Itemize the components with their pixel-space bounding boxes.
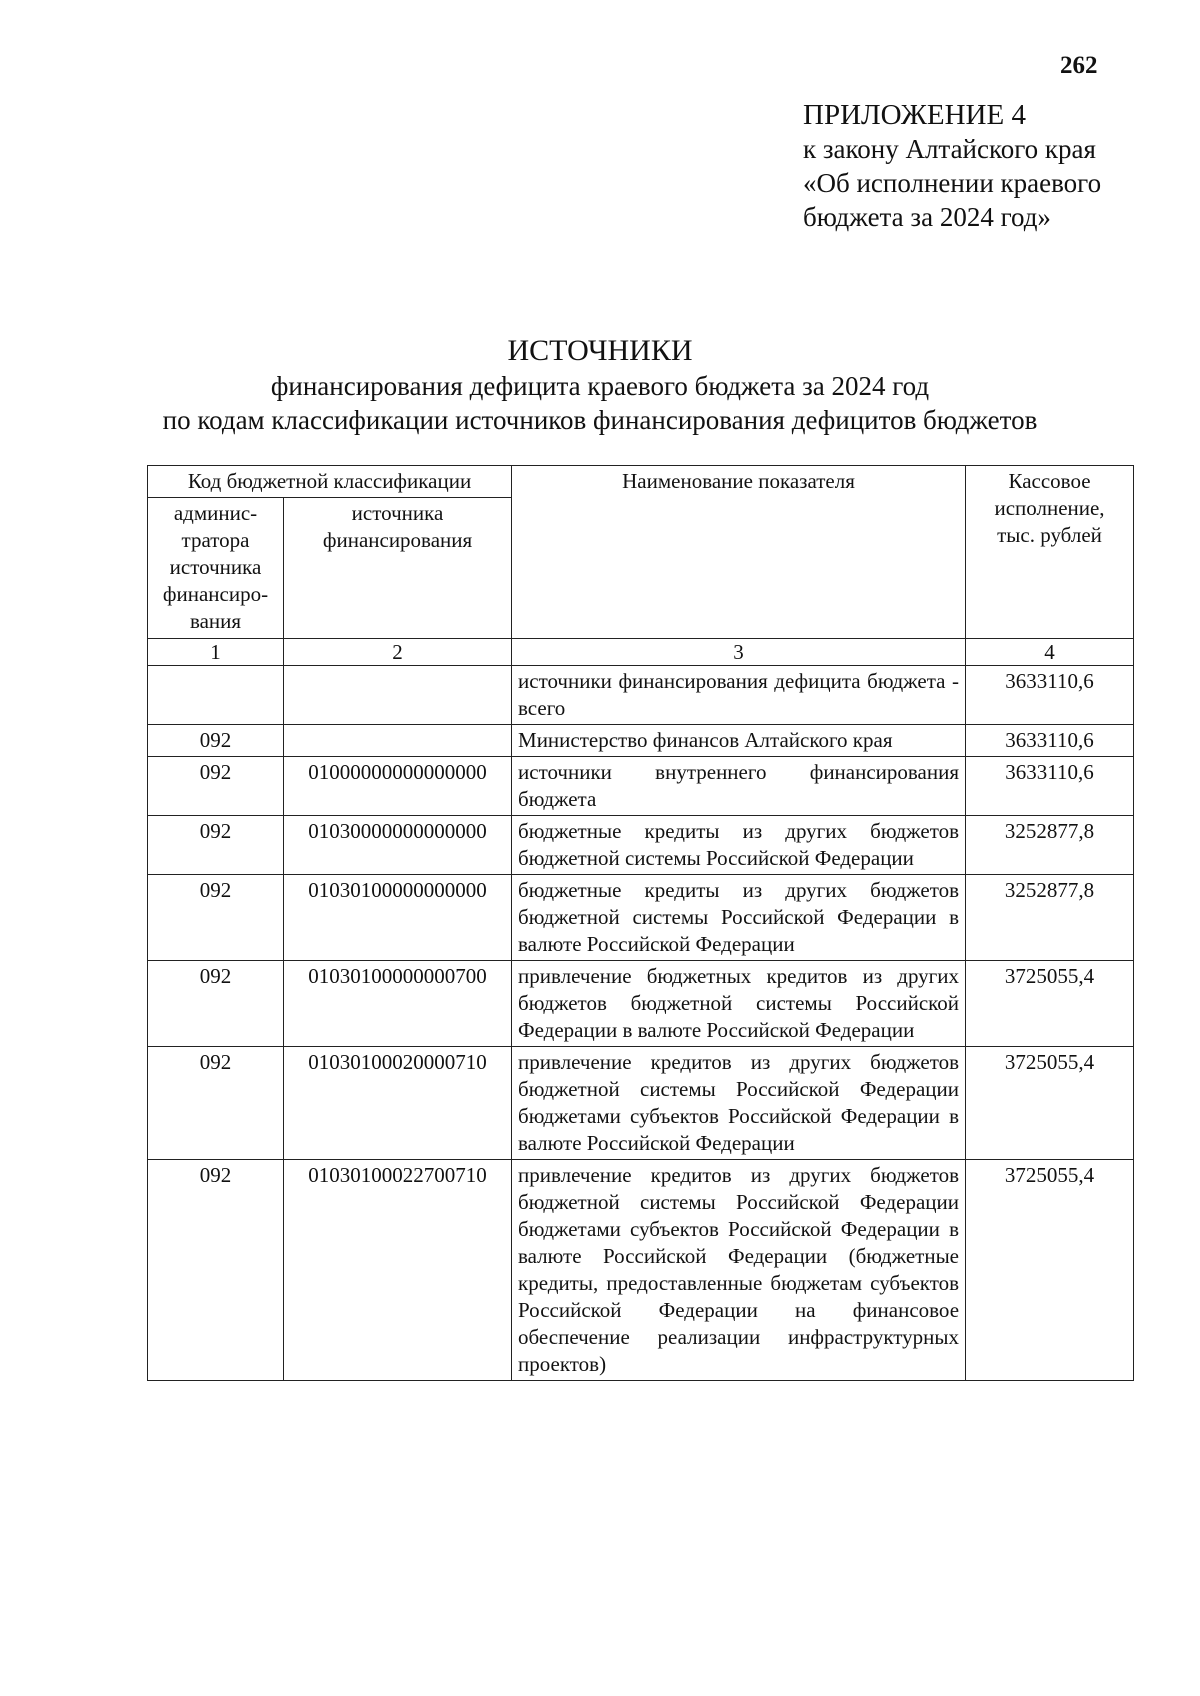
admin-code-cell — [148, 666, 284, 725]
admin-code-cell: 092 — [148, 1160, 284, 1381]
financing-sources-table — [147, 465, 1134, 1381]
column-number: 1 — [148, 639, 284, 666]
admin-code-cell: 092 — [148, 961, 284, 1047]
table-row — [148, 757, 1134, 816]
header-code-group: Код бюджетной классификации — [148, 466, 512, 498]
table-row — [148, 1047, 1134, 1160]
appendix-block — [803, 98, 1183, 234]
admin-code-cell: 092 — [148, 816, 284, 875]
appendix-title: ПРИЛОЖЕНИЕ 4 — [803, 99, 1026, 131]
table-row — [148, 961, 1134, 1047]
source-code-cell — [284, 666, 512, 725]
amount-cell: 3252877,8 — [966, 875, 1134, 961]
column-number: 3 — [512, 639, 966, 666]
source-code-cell: 01030000000000000 — [284, 816, 512, 875]
admin-code-cell: 092 — [148, 757, 284, 816]
header-row-1 — [148, 466, 1134, 498]
heading-subtitle-2: по кодам классификации источников финансирования дефицитов бюджетов — [162, 405, 1038, 435]
appendix-line-3: бюджета за 2024 год» — [803, 202, 1051, 232]
amount-cell: 3633110,6 — [966, 666, 1134, 725]
admin-code-cell: 092 — [148, 875, 284, 961]
column-number: 2 — [284, 639, 512, 666]
indicator-name-cell: источники внутреннего финансирования бюджета — [512, 757, 966, 816]
appendix-line-1: к закону Алтайского края — [803, 134, 1096, 164]
appendix-line-2: «Об исполнении краевого — [803, 168, 1102, 198]
amount-cell: 3725055,4 — [966, 961, 1134, 1047]
table-row — [148, 816, 1134, 875]
indicator-name-cell: привлечение кредитов из других бюджетов бюджетной системы Российской Федерации бюджетами субъектов Российской Федерации в валюте Российской Федерации (бюджетные кредиты, предоставленные бюджетам субъектов Российской Федерации на финансовое обеспечение реализации инфраструктурных проектов) — [512, 1160, 966, 1381]
header-source: источника финансирования — [284, 498, 512, 639]
source-code-cell: 01030100000000700 — [284, 961, 512, 1047]
page-number: 262 — [1060, 52, 1098, 79]
header-name: Наименование показателя — [512, 466, 966, 639]
amount-cell: 3725055,4 — [966, 1160, 1134, 1381]
amount-cell: 3725055,4 — [966, 1047, 1134, 1160]
heading-subtitle-1: финансирования дефицита краевого бюджета за 2024 год — [270, 371, 930, 401]
indicator-name-cell: привлечение кредитов из других бюджетов бюджетной системы Российской Федерации бюджетами субъектов Российской Федерации в валюте Российской Федерации — [512, 1047, 966, 1160]
indicator-name-cell: бюджетные кредиты из других бюджетов бюджетной системы Российской Федерации в валюте Российской Федерации — [512, 875, 966, 961]
column-number: 4 — [966, 639, 1134, 666]
amount-cell: 3633110,6 — [966, 725, 1134, 757]
admin-code-cell: 092 — [148, 1047, 284, 1160]
table-row — [148, 725, 1134, 757]
source-code-cell: 01000000000000000 — [284, 757, 512, 816]
document-heading — [0, 333, 1200, 437]
amount-cell: 3252877,8 — [966, 816, 1134, 875]
header-admin: админис- тратора источника финансиро- вания — [148, 498, 284, 639]
heading-title: ИСТОЧНИКИ — [507, 334, 693, 367]
amount-cell: 3633110,6 — [966, 757, 1134, 816]
table-row — [148, 666, 1134, 725]
source-code-cell: 01030100000000000 — [284, 875, 512, 961]
header-amount: Кассовое исполнение, тыс. рублей — [966, 466, 1134, 639]
indicator-name-cell: Министерство финансов Алтайского края — [512, 725, 966, 757]
table-row — [148, 1160, 1134, 1381]
column-number-row — [148, 639, 1134, 666]
indicator-name-cell: источники финансирования дефицита бюджета - всего — [512, 666, 966, 725]
table-row — [148, 875, 1134, 961]
indicator-name-cell: бюджетные кредиты из других бюджетов бюджетной системы Российской Федерации — [512, 816, 966, 875]
admin-code-cell: 092 — [148, 725, 284, 757]
source-code-cell — [284, 725, 512, 757]
source-code-cell: 01030100020000710 — [284, 1047, 512, 1160]
indicator-name-cell: привлечение бюджетных кредитов из других бюджетов бюджетной системы Российской Федерации в валюте Российской Федерации — [512, 961, 966, 1047]
source-code-cell: 01030100022700710 — [284, 1160, 512, 1381]
